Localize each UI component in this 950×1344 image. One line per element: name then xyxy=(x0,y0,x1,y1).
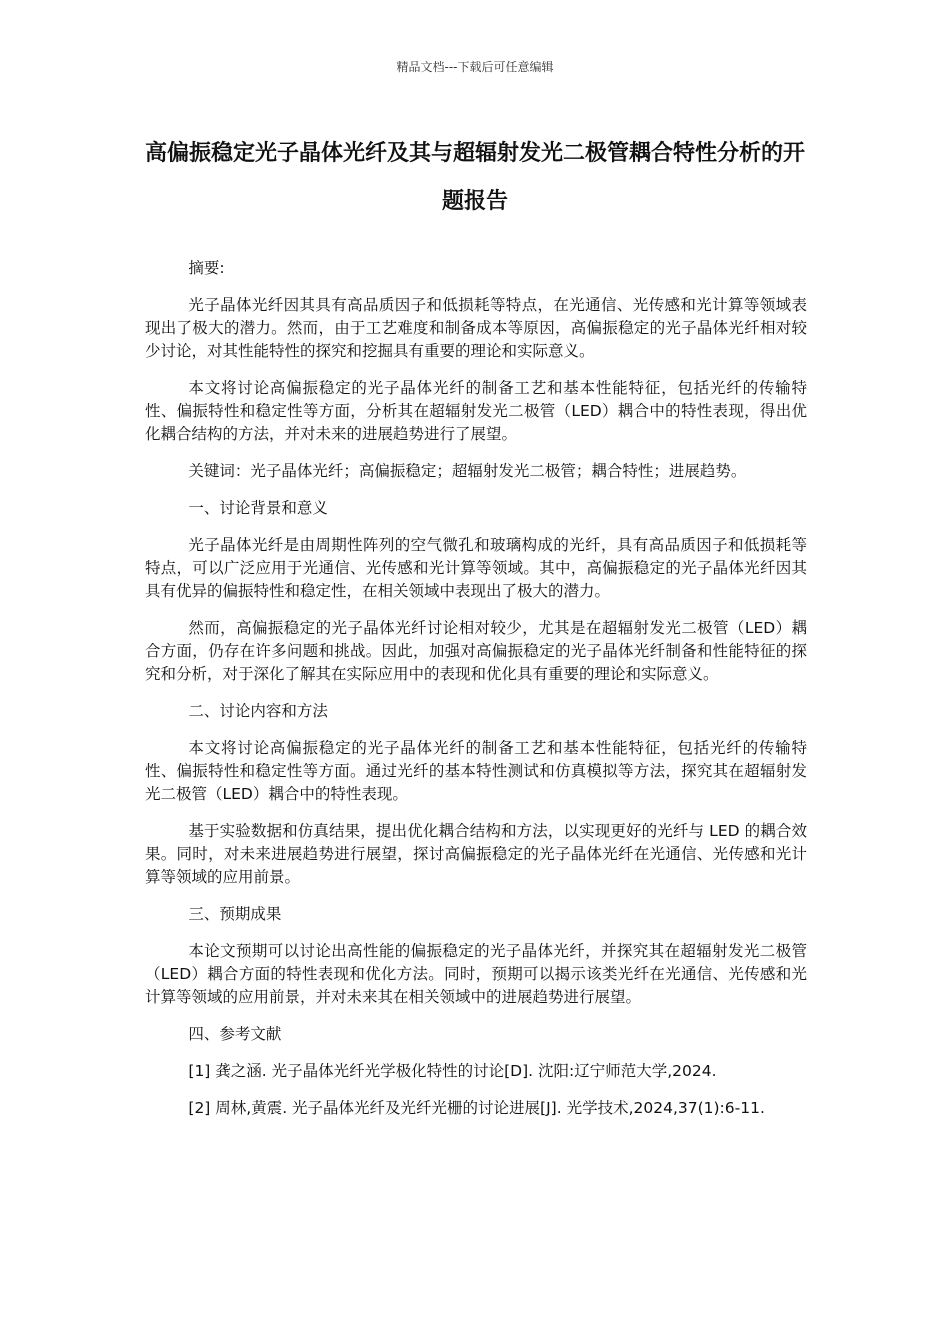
section-heading-outcomes: 三、预期成果 xyxy=(188,905,282,923)
reference-item: [2] 周林,黄震. 光子晶体光纤及光纤光栅的讨论进展[J]. 光学技术,2024,37(1):6-11. xyxy=(188,1099,765,1117)
section-heading-references: 四、参考文献 xyxy=(188,1025,282,1043)
background-paragraph-2: 然而，高偏振稳定的光子晶体光纤讨论相对较少，尤其是在超辐射发光二极管（LED）耦合方面，仍存在许多问题和挑战。因此，加强对高偏振稳定的光子晶体光纤制备和性能特征的探究和分析，对于深化了解其在实际应用中的表现和优化具有重要的理论和实际意义。 xyxy=(145,619,807,683)
abstract-paragraph-1: 光子晶体光纤因其具有高品质因子和低损耗等特点，在光通信、光传感和光计算等领域表现出了极大的潜力。然而，由于工艺难度和制备成本等原因，高偏振稳定的光子晶体光纤相对较少讨论，对其性能特性的探究和挖掘具有重要的理论和实际意义。 xyxy=(145,296,807,360)
section-heading-background: 一、讨论背景和意义 xyxy=(188,499,328,517)
document-title: 高偏振稳定光子晶体光纤及其与超辐射发光二极管耦合特性分析的开题报告 xyxy=(145,141,806,214)
reference-item: [1] 龚之涵. 光子晶体光纤光学极化特性的讨论[D]. 沈阳:辽宁师范大学,2024. xyxy=(188,1062,717,1080)
methods-paragraph-1: 本文将讨论高偏振稳定的光子晶体光纤的制备工艺和基本性能特征，包括光纤的传输特性、偏振特性和稳定性等方面。通过光纤的基本特性测试和仿真模拟等方法，探究其在超辐射发光二极管（LED）耦合中的特性表现。 xyxy=(145,739,807,803)
section-heading-methods: 二、讨论内容和方法 xyxy=(188,702,328,720)
background-paragraph-1: 光子晶体光纤是由周期性阵列的空气微孔和玻璃构成的光纤，具有高品质因子和低损耗等特点，可以广泛应用于光通信、光传感和光计算等领域。其中，高偏振稳定的光子晶体光纤因其具有优异的偏振特性和稳定性，在相关领域中表现出了极大的潜力。 xyxy=(145,536,807,600)
outcomes-paragraph-1: 本论文预期可以讨论出高性能的偏振稳定的光子晶体光纤，并探究其在超辐射发光二极管（LED）耦合方面的特性表现和优化方法。同时，预期可以揭示该类光纤在光通信、光传感和光计算等领域的应用前景，并对未来其在相关领域中的进展趋势进行展望。 xyxy=(145,942,807,1006)
document-body xyxy=(145,257,807,1134)
page-header-note: 精品文档---下载后可任意编辑 xyxy=(396,60,554,74)
abstract-paragraph-2: 本文将讨论高偏振稳定的光子晶体光纤的制备工艺和基本性能特征，包括光纤的传输特性、偏振特性和稳定性等方面，分析其在超辐射发光二极管（LED）耦合中的特性表现，得出优化耦合结构的方法，并对未来的进展趋势进行了展望。 xyxy=(145,379,807,443)
methods-paragraph-2: 基于实验数据和仿真结果，提出优化耦合结构和方法，以实现更好的光纤与 LED 的耦合效果。同时，对未来进展趋势进行展望，探讨高偏振稳定的光子晶体光纤在光通信、光传感和光计算等领域的应用前景。 xyxy=(145,822,807,886)
abstract-label: 摘要: xyxy=(188,259,225,277)
keywords: 关键词：光子晶体光纤；高偏振稳定；超辐射发光二极管；耦合特性；进展趋势。 xyxy=(188,462,747,480)
